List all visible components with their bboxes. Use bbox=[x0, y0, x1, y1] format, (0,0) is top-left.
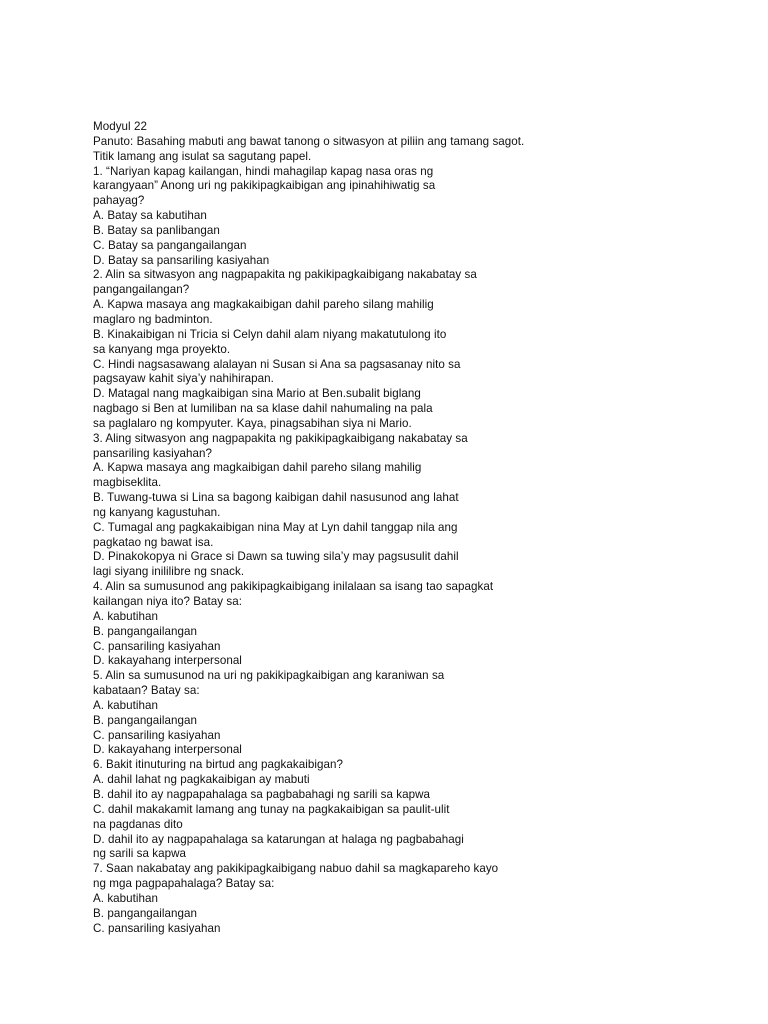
document-line: C. pansariling kasiyahan bbox=[93, 639, 221, 653]
document-line: Panuto: Basahing mabuti ang bawat tanong o sitwasyon at piliin ang tamang sagot. bbox=[93, 134, 525, 148]
document-line: 6. Bakit itinuturing na birtud ang pagkakaibigan? bbox=[93, 758, 343, 772]
document-line: C. Tumagal ang pagkakaibigan nina May at Lyn dahil tanggap nila ang bbox=[93, 520, 458, 534]
document-line: A. kabutihan bbox=[93, 891, 159, 905]
document-line: A. Batay sa kabutihan bbox=[93, 209, 207, 223]
document-line: B. Batay sa panlibangan bbox=[93, 223, 220, 237]
document-line: pansariling kasiyahan? bbox=[93, 446, 213, 460]
document-line: pahayag? bbox=[93, 194, 145, 208]
document-line: C. Hindi nagsasawang alalayan ni Susan si Ana sa pagsasanay nito sa bbox=[93, 357, 461, 371]
document-line: 7. Saan nakabatay ang pakikipagkaibigang nabuo dahil sa magkapareho kayo bbox=[93, 862, 499, 876]
document-line: Titik lamang ang isulat sa sagutang papel. bbox=[93, 149, 312, 163]
document-line: 5. Alin sa sumusunod na uri ng pakikipagkaibigan ang karaniwan sa bbox=[93, 669, 445, 683]
document-line: C. pansariling kasiyahan bbox=[93, 921, 221, 935]
document-line: ng sarili sa kapwa bbox=[93, 847, 187, 861]
document-line: C. Batay sa pangangailangan bbox=[93, 238, 247, 252]
document-line: D. kakayahang interpersonal bbox=[93, 654, 242, 668]
document-line: lagi siyang inililibre ng snack. bbox=[93, 565, 245, 579]
document-line: sa kanyang mga proyekto. bbox=[93, 342, 231, 356]
document-line: 2. Alin sa sitwasyon ang nagpapakita ng pakikipagkaibigang nakabatay sa bbox=[93, 268, 477, 282]
document-line: magbiseklita. bbox=[93, 476, 162, 490]
document-line: D. Pinakokopya ni Grace si Dawn sa tuwing sila’y may pagsusulit dahil bbox=[93, 550, 459, 564]
document-line: pangangailangan? bbox=[93, 283, 190, 297]
document-line: D. Batay sa pansariling kasiyahan bbox=[93, 253, 270, 267]
document-line: nagbago si Ben at lumiliban na sa klase dahil nahumaling na pala bbox=[93, 402, 433, 416]
document-line: B. Kinakaibigan ni Tricia si Celyn dahil alam niyang makatutulong ito bbox=[93, 327, 447, 341]
document-line: B. pangangailangan bbox=[93, 713, 198, 727]
document-line: A. kabutihan bbox=[93, 609, 159, 623]
document-line: D. Matagal nang magkaibigan sina Mario at Ben.subalit biglang bbox=[93, 387, 421, 401]
document-line: ng mga pagpapahalaga? Batay sa: bbox=[93, 877, 275, 891]
document-line: na pagdanas dito bbox=[93, 817, 183, 831]
document-line: pagkatao ng bawat isa. bbox=[93, 535, 214, 549]
document-line: 4. Alin sa sumusunod ang pakikipagkaibigang inilalaan sa isang tao sapagkat bbox=[93, 580, 494, 594]
document-title: Modyul 22 bbox=[93, 120, 147, 133]
document-line: kabataan? Batay sa: bbox=[93, 684, 200, 698]
document-body bbox=[93, 120, 733, 936]
document-line: C. dahil makakamit lamang ang tunay na pagkakaibigan sa paulit-ulit bbox=[93, 802, 450, 816]
document-line: C. pansariling kasiyahan bbox=[93, 728, 221, 742]
document-line: D. kakayahang interpersonal bbox=[93, 743, 242, 757]
document-line: ng kanyang kagustuhan. bbox=[93, 505, 221, 519]
document-line: A. dahil lahat ng pagkakaibigan ay mabuti bbox=[93, 773, 310, 787]
document-line: A. kabutihan bbox=[93, 698, 159, 712]
document-line: pagsayaw kahit siya’y nahihirapan. bbox=[93, 372, 274, 386]
document-line: karangyaan” Anong uri ng pakikipagkaibigan ang ipinahihiwatig sa bbox=[93, 179, 436, 193]
document-line: 3. Aling sitwasyon ang nagpapakita ng pakikipagkaibigang nakabatay sa bbox=[93, 431, 468, 445]
document-line: A. Kapwa masaya ang magkakaibigan dahil pareho silang mahilig bbox=[93, 298, 434, 312]
document-line: B. pangangailangan bbox=[93, 624, 198, 638]
document-line: D. dahil ito ay nagpapahalaga sa katarungan at halaga ng pagbabahagi bbox=[93, 832, 464, 846]
document-line: kailangan niya ito? Batay sa: bbox=[93, 595, 243, 608]
document-line: sa paglalaro ng kompyuter. Kaya, pinagsabihan siya ni Mario. bbox=[93, 416, 412, 430]
document-line: maglaro ng badminton. bbox=[93, 312, 213, 326]
document-line: B. dahil ito ay nagpapahalaga sa pagbabahagi ng sarili sa kapwa bbox=[93, 787, 431, 801]
document-line: A. Kapwa masaya ang magkaibigan dahil pareho silang mahilig bbox=[93, 461, 422, 475]
document-line: B. Tuwang-tuwa si Lina sa bagong kaibigan dahil nasusunod ang lahat bbox=[93, 491, 459, 505]
document-line: 1. “Nariyan kapag kailangan, hindi mahagilap kapag nasa oras ng bbox=[93, 164, 434, 178]
document-line: B. pangangailangan bbox=[93, 906, 198, 920]
